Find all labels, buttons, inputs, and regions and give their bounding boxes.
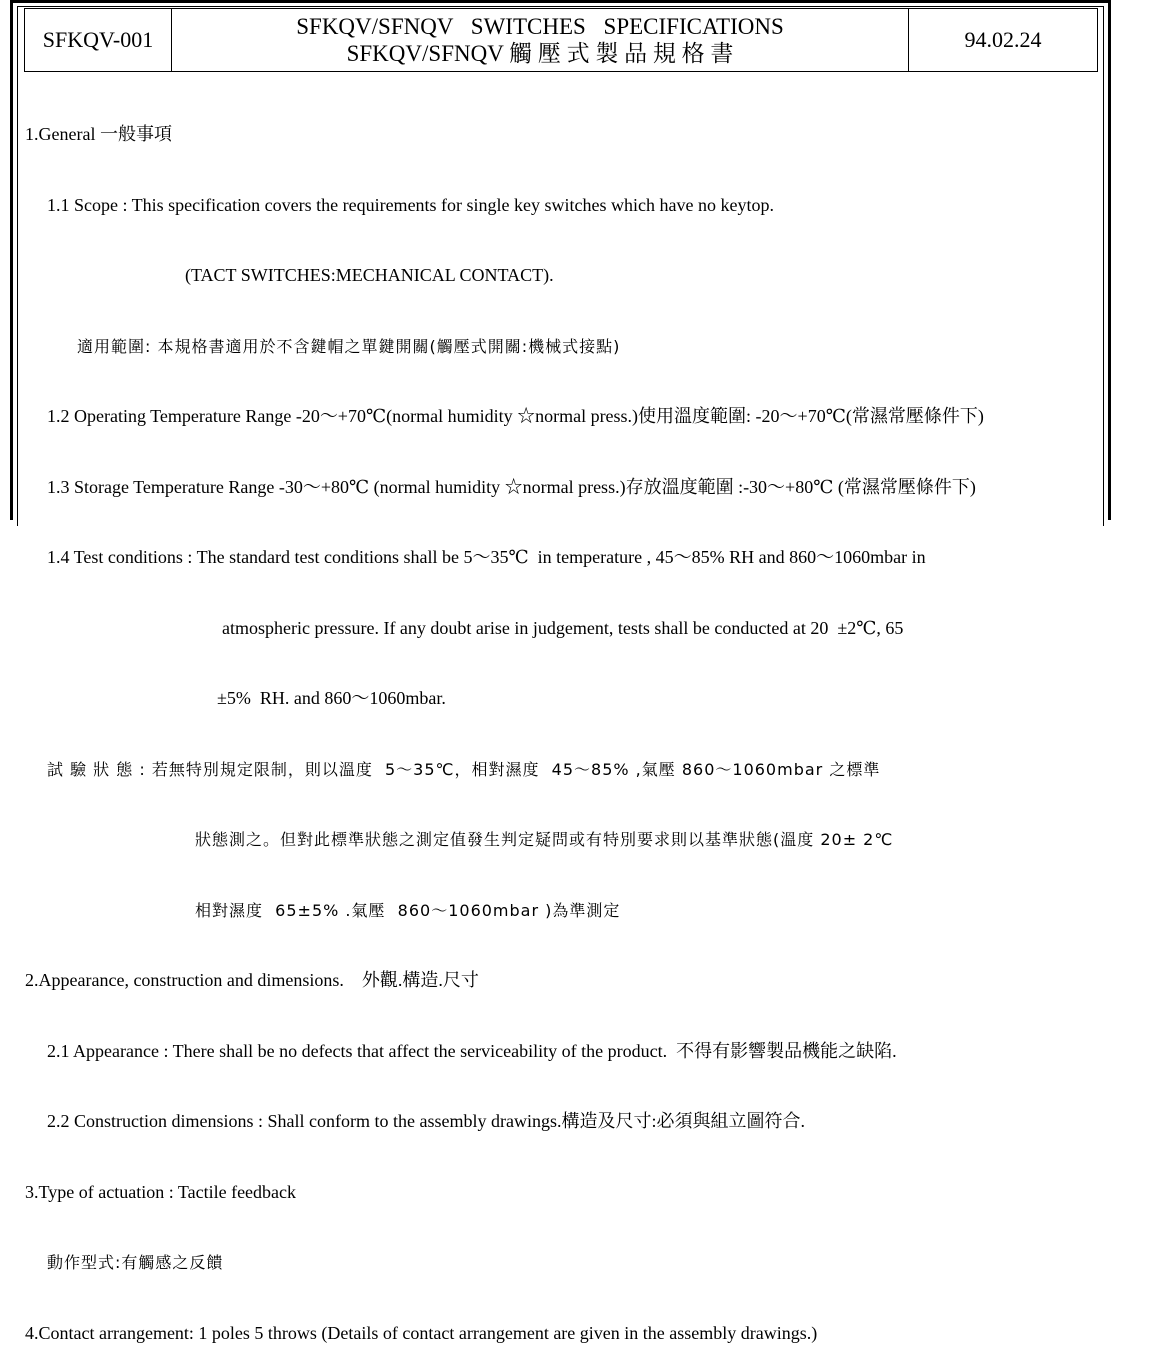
doc-number: SFKQV-001 [25, 9, 172, 71]
scope-line-zh: 適用範圍: 本規格書適用於不含鍵帽之單鍵開關(觸壓式開關:機械式接點) [77, 336, 621, 356]
test-state-zh-cont-1: 狀態測之。但對此標準狀態之測定值發生判定疑問或有特別要求則以基準狀態(溫度 20± 2℃ [195, 830, 894, 849]
spec-body [25, 76, 1105, 1369]
section-3-heading: 3.Type of actuation : Tactile feedback [25, 1181, 297, 1202]
storage-temp-line: 1.3 Storage Temperature Range -30～+80℃ (normal humidity ☆normal press.)存放溫度範圍 :-30～+80℃ (常濕常壓條件下) [47, 476, 976, 497]
operating-temp-line: 1.2 Operating Temperature Range -20～+70℃(normal humidity ☆normal press.)使用溫度範圍: -20～+70℃(常濕常壓條件下) [47, 406, 984, 426]
section-1-heading: 1.General 一般事項 [25, 124, 172, 144]
title-block [172, 9, 909, 71]
section-2-heading: 2.Appearance, construction and dimensions. 外觀.構造.尺寸 [25, 970, 479, 990]
construction-line: 2.2 Construction dimensions : Shall conform to the assembly drawings.構造及尺寸:必須與組立圖符合. [47, 1111, 805, 1131]
test-state-zh: 試 驗 狀 態 : 若無特別規定限制，則以溫度 5～35℃，相對濕度 45～85% ,氣壓 860～1060mbar 之標準 [47, 759, 881, 779]
actuation-zh: 動作型式:有觸感之反饋 [47, 1253, 224, 1272]
section-4-heading: 4.Contact arrangement: 1 poles 5 throws (Details of contact arrangement are given in the assembly drawings.) [25, 1322, 818, 1343]
scope-line: 1.1 Scope : This specification covers the requirements for single key switches which have no keytop. [47, 194, 774, 215]
test-conditions-line: 1.4 Test conditions : The standard test conditions shall be 5～35℃ in temperature , 45～85% RH and 860～1060mbar in [47, 547, 926, 567]
scope-line-cont: (TACT SWITCHES:MECHANICAL CONTACT). [185, 265, 554, 285]
doc-date: 94.02.24 [964, 27, 1042, 52]
appearance-line: 2.1 Appearance : There shall be no defects that affect the serviceability of the product. 不得有影響製品機能之缺陷. [47, 1040, 897, 1061]
test-conditions-cont-2: ±5% RH. and 860～1060mbar. [217, 688, 446, 708]
spec-header [24, 8, 1098, 72]
title-chinese: SFKQV/SFNQV 觸 壓 式 製 品 規 格 書 [346, 41, 734, 66]
test-conditions-cont-1: atmospheric pressure. If any doubt arise in judgement, tests shall be conducted at 20 ±2℃, 65 [222, 617, 904, 638]
title-english: SFKQV/SFNQV SWITCHES SPECIFICATIONS [296, 14, 784, 39]
test-state-zh-cont-2: 相對濕度 65±5% .氣壓 860～1060mbar )為準測定 [195, 900, 621, 920]
